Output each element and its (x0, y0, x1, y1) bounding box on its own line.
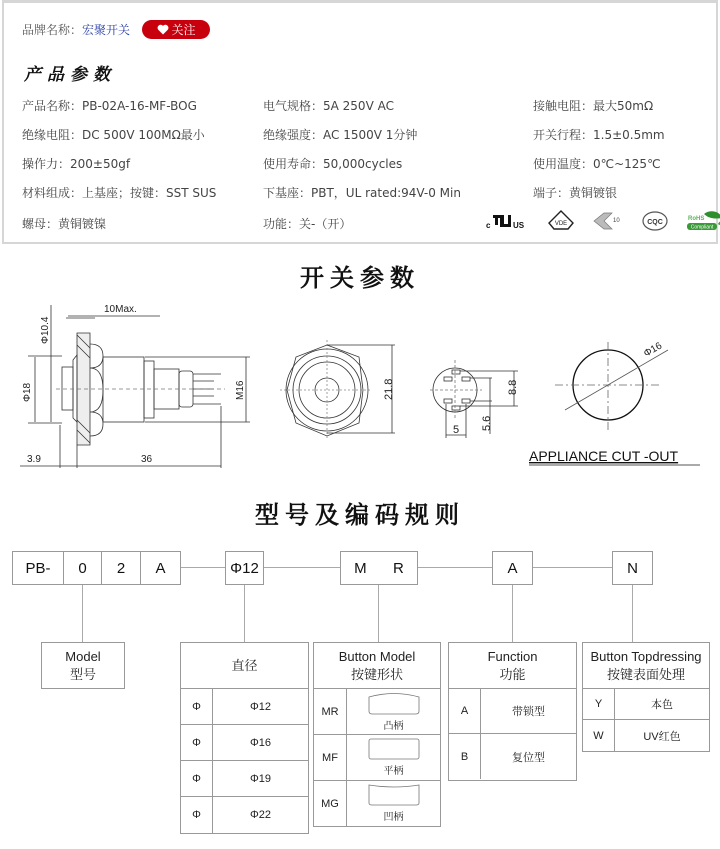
row-value: 本色 (651, 699, 673, 711)
svg-text:10: 10 (613, 218, 620, 224)
connector-line (512, 584, 513, 642)
code-part-m: M (354, 559, 367, 577)
connector-line (82, 584, 83, 642)
code-part-diameter: Φ12 (225, 551, 264, 585)
connector-line (263, 567, 340, 568)
row-value: 复位型 (512, 751, 545, 764)
rohs-compliant-logo-icon (686, 210, 720, 232)
convex-button-icon (368, 691, 420, 715)
flat-button-shape (347, 735, 440, 780)
row-value: 凸柄 (383, 721, 404, 732)
row-key: Φ (181, 797, 213, 833)
front-view-drawing (280, 340, 395, 440)
row-key: Φ (181, 689, 213, 724)
code-part-digit-1: 0 (63, 551, 102, 585)
concave-button-shape (347, 781, 440, 826)
dim-m16: M16 (235, 380, 246, 400)
svg-text:RoHS: RoHS (688, 216, 705, 222)
function-title-en: Function (487, 648, 538, 664)
code-part-button-model (340, 551, 418, 585)
flat-button-icon (368, 738, 420, 760)
spec-operating-force: 操作力：200±50gf (22, 157, 131, 171)
dim-d10-4: Φ10.4 (40, 316, 51, 344)
spec-nut: 螺母：黄铜镀镍 (22, 217, 107, 231)
topdressing-table-header (583, 643, 709, 689)
spec-travel: 开关行程：1.5±0.5mm (533, 128, 665, 142)
diameter-table (180, 642, 309, 834)
brand-row (22, 20, 210, 39)
dim-8-8: 8.8 (507, 379, 519, 395)
brand-label: 品牌名称： (22, 23, 83, 37)
row-value: Φ19 (249, 772, 271, 785)
side-view-drawing (20, 305, 250, 468)
row-key: W (583, 720, 615, 751)
connector-line (417, 567, 492, 568)
model-table (41, 642, 125, 689)
row-key: B (449, 734, 481, 779)
topdressing-table (582, 642, 710, 752)
function-title-cn: 功能 (499, 666, 526, 682)
spec-temperature: 使用温度：0℃~125℃ (533, 157, 661, 171)
spec-life: 使用寿命：50,000cycles (263, 157, 403, 171)
table-row (314, 689, 440, 735)
section-title-switch-params: 开关参数 (300, 264, 420, 292)
table-row (181, 761, 308, 797)
row-key: Φ (181, 761, 213, 796)
row-value: Φ22 (249, 809, 271, 821)
code-part-prefix: PB- (12, 551, 64, 585)
model-title-cn: 型号 (69, 666, 96, 682)
brand-link[interactable]: 宏聚开关 (82, 23, 131, 37)
cutout-label: APPLIANCE CUT -OUT (529, 448, 679, 464)
code-part-letter: A (140, 551, 181, 585)
spec-function: 功能：关-（开） (263, 217, 352, 231)
follow-label: 关注 (171, 23, 196, 37)
table-row (583, 720, 709, 751)
diameter-table-header (181, 643, 308, 689)
dim-d18: Φ18 (22, 382, 33, 402)
row-key: Φ (181, 725, 213, 760)
section-title-product-params: 产品参数 (24, 65, 116, 85)
row-value: Φ16 (249, 736, 271, 749)
svg-text:c: c (486, 221, 491, 230)
diameter-title: 直径 (231, 657, 258, 673)
connector-line (378, 584, 379, 642)
code-part-digit-2: 2 (101, 551, 141, 585)
spec-lower-base: 下基座：PBT，UL rated:94V-0 Min (263, 186, 461, 200)
row-key: A (449, 689, 481, 733)
connector-line (632, 584, 633, 642)
spec-contact-resistance: 接触电阻：最大50mΩ (533, 99, 654, 113)
section-title-coding-rules: 型号及编码规则 (255, 501, 465, 529)
function-table-header (449, 643, 576, 689)
spec-electrical: 电气规格：5A 250V AC (263, 99, 394, 113)
dim-3-9: 3.9 (27, 454, 41, 465)
topdressing-title-cn: 按键表面处理 (606, 666, 685, 682)
row-value: 平柄 (383, 766, 404, 777)
svg-text:US: US (513, 221, 525, 230)
model-table-header (42, 643, 124, 688)
model-title-en: Model (65, 648, 101, 664)
svg-text:Compliant: Compliant (690, 224, 714, 231)
table-row (181, 725, 308, 761)
spec-product-name: 产品名称：PB-02A-16-MF-BOG (22, 99, 197, 113)
dim-21-8: 21.8 (383, 378, 395, 400)
row-key: Y (583, 689, 615, 719)
row-key: MR (314, 689, 347, 734)
code-part-r: R (392, 559, 404, 577)
table-row (181, 689, 308, 725)
svg-text:VDE: VDE (554, 221, 568, 227)
row-key: MF (314, 735, 347, 780)
button-model-table (313, 642, 441, 827)
certification-logos (486, 210, 720, 232)
convex-button-shape (347, 689, 440, 734)
table-row (181, 797, 308, 833)
table-row (314, 781, 440, 826)
code-part-topdressing: N (612, 551, 653, 585)
follow-button[interactable] (142, 20, 210, 39)
dim-10max: 10Max. (104, 304, 137, 315)
connector-line (244, 584, 245, 642)
table-row (449, 689, 576, 734)
topdressing-title-en: Button Topdressing (590, 648, 702, 664)
row-value: 带锁型 (512, 706, 545, 718)
row-value: Φ12 (249, 700, 271, 713)
button-model-title-en: Button Model (338, 648, 416, 664)
heart-icon (157, 24, 169, 35)
button-model-title-cn: 按键形状 (350, 666, 403, 682)
function-table (448, 642, 577, 781)
code-part-function: A (492, 551, 533, 585)
table-row (583, 689, 709, 720)
connector-line (180, 567, 225, 568)
spec-dielectric-strength: 绝缘强度：AC 1500V 1分钟 (263, 128, 418, 142)
terminal-layout-drawing (430, 360, 518, 438)
row-key: MG (314, 781, 347, 826)
dim-5: 5 (453, 424, 460, 436)
product-info-card (2, 0, 718, 244)
dim-5-6: 5.6 (481, 415, 493, 431)
cul-us-logo-icon (486, 211, 530, 231)
table-row (449, 734, 576, 779)
dim-cut-d16: Φ16 (642, 340, 665, 360)
svg-text:CQC: CQC (647, 219, 663, 226)
concave-button-icon (368, 784, 420, 806)
dimension-drawing (0, 290, 720, 470)
spec-material: 材料组成：上基座；按键：SST SUS (22, 186, 217, 200)
ccc-logo-icon (592, 211, 624, 231)
dim-36: 36 (141, 454, 153, 465)
connector-line (532, 567, 612, 568)
cqc-logo-icon (642, 211, 668, 231)
button-model-table-header (314, 643, 440, 689)
table-row (314, 735, 440, 781)
row-value: 凹柄 (383, 812, 404, 823)
row-value: UV红色 (643, 730, 681, 743)
spec-insulation-resistance: 绝缘电阻：DC 500V 100MΩ最小 (22, 128, 205, 142)
spec-terminal: 端子：黄铜镀银 (533, 186, 618, 200)
vde-logo-icon (548, 210, 574, 232)
